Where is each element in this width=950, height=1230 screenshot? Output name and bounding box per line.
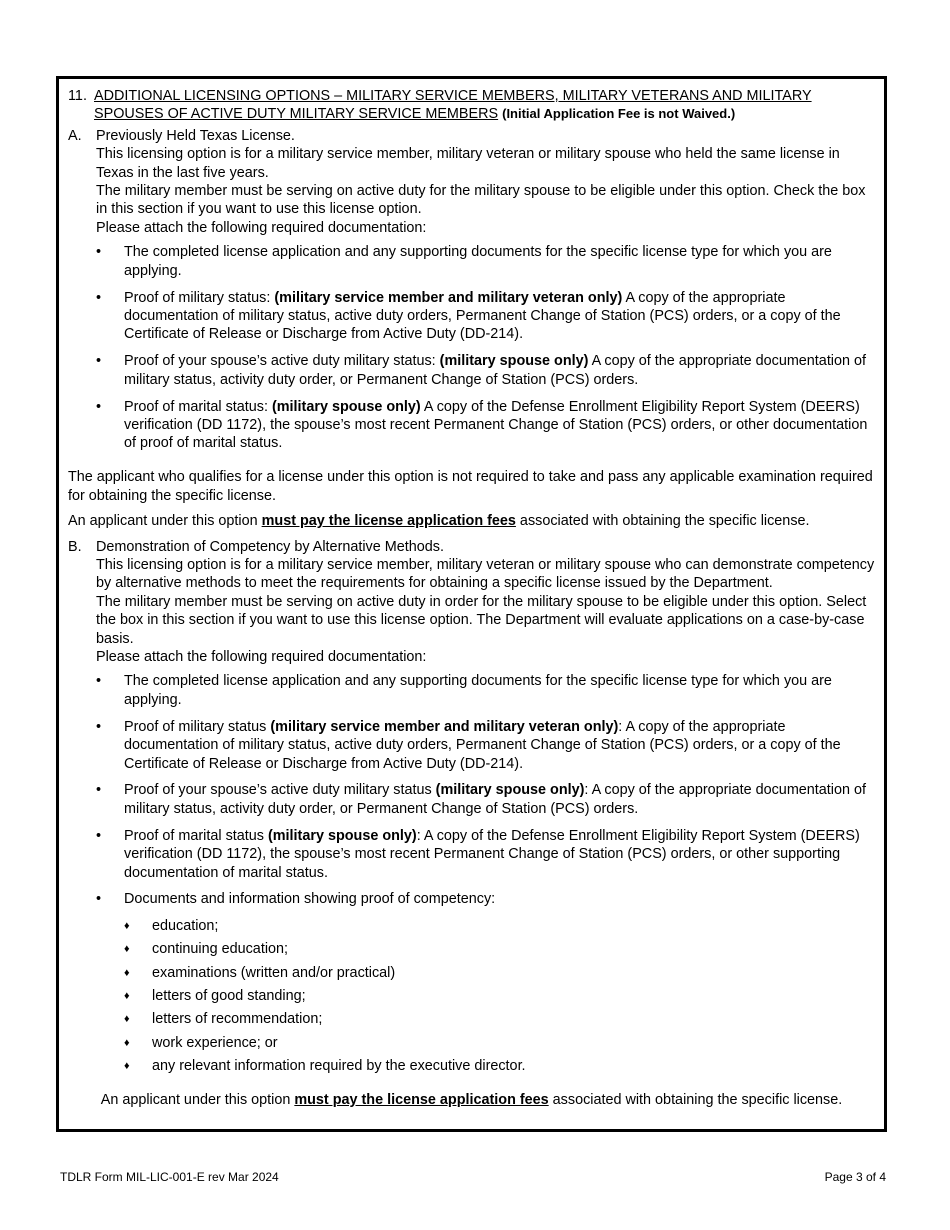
list-item: • Proof of military status (military service member and military veteran only): A copy of the appropriate documentation of military status, active duty orders, Permanent Change of Station (PCS) orders, or a copy of the Certificate of Release or Discharge from Active Duty (DD-214). xyxy=(96,718,841,772)
list-item: • Proof of military status: (military service member and military veteran only) A copy of the appropriate documentation of military status, active duty orders, Permanent Change of Station (PCS) orders, or a copy of the Certificate of Release or Discharge from Active Duty (DD-214). xyxy=(96,289,841,343)
bullet-icon: • xyxy=(96,718,102,735)
option-b-p1: This licensing option is for a military service member, military veteran or military spouse who can demonstrate competency by alternative methods to meet the requirements for obtaining a specific license issued by the Department. xyxy=(96,556,875,592)
bullet-icon: • xyxy=(96,782,102,799)
option-a xyxy=(68,127,875,462)
section-title-line2: SPOUSES OF ACTIVE DUTY MILITARY SERVICE MEMBERS xyxy=(94,106,499,123)
option-a-exam-note: The applicant who qualifies for a license under this option is not required to take and pass any applicable examination required for obtaining the specific license. xyxy=(68,469,873,504)
section-heading xyxy=(68,87,875,124)
fee-note: (Initial Application Fee is not Waived.) xyxy=(502,106,736,122)
list-item: • The completed license application and any supporting documents for the specific license type for which you are applying. xyxy=(96,673,832,708)
diamond-icon: ♦ xyxy=(124,1036,130,1049)
option-a-letter: A. xyxy=(68,127,82,144)
competency-item: ♦ continuing education; xyxy=(124,941,289,958)
section-number: 11. xyxy=(68,88,87,104)
option-a-p2: The military member must be serving on active duty for the military spouse to be eligible under this option. Check the box in this section if you want to use this license option. xyxy=(96,183,866,218)
option-b-fee-note: An applicant under this option must pay the license application fees associated with obtaining the specific license. xyxy=(100,1092,843,1109)
competency-item: ♦ letters of good standing; xyxy=(124,988,306,1005)
bullet-icon: • xyxy=(96,289,102,306)
competency-item: ♦ work experience; or xyxy=(124,1034,278,1051)
option-b-bullets xyxy=(96,672,875,1080)
option-b-title: Demonstration of Competency by Alternative Methods. xyxy=(96,538,444,555)
option-b xyxy=(68,538,875,1090)
list-item: • Documents and information showing proof of competency: ♦ education; ♦ continuing education; ♦ examinations (written and/or practical) ♦ letters of good standing; ♦ letters of recommendation; ♦ work experience; or ♦ any relevant information required by the executive director. xyxy=(96,890,875,1080)
competency-list xyxy=(124,917,875,1076)
bullet-icon: • xyxy=(96,398,102,415)
list-item: • Proof of your spouse’s active duty military status (military spouse only): A copy of the appropriate documentation of military status, activity duty order, or Permanent Change of Station (PCS) orders. xyxy=(96,782,867,817)
diamond-icon: ♦ xyxy=(124,1060,130,1073)
option-b-p2: The military member must be serving on active duty in order for the military spouse to be eligible under this option. Select the box in this section if you want to use this license option. The Department will evaluate applications on a case-by-case basis. xyxy=(96,593,867,647)
competency-item: ♦ education; xyxy=(124,917,219,934)
list-item: • Proof of your spouse’s active duty military status: (military spouse only) A copy of the appropriate documentation of military status, activity duty order, or Permanent Change of Station (PCS) orders. xyxy=(96,353,867,388)
option-a-fee-note: An applicant under this option must pay the license application fees associated with obtaining the specific license. xyxy=(68,513,810,530)
competency-item: ♦ examinations (written and/or practical) xyxy=(124,964,396,981)
option-a-bullets xyxy=(96,243,875,453)
diamond-icon: ♦ xyxy=(124,919,130,932)
bullet-icon: • xyxy=(96,353,102,370)
diamond-icon: ♦ xyxy=(124,943,130,956)
form-id: TDLR Form MIL-LIC-001-E rev Mar 2024 xyxy=(60,1170,279,1184)
bullet-icon: • xyxy=(96,891,102,908)
competency-item: ♦ letters of recommendation; xyxy=(124,1011,323,1028)
list-item: • The completed license application and any supporting documents for the specific license type for which you are applying. xyxy=(96,244,832,279)
bullet-icon: • xyxy=(96,827,102,844)
bullet-icon: • xyxy=(96,673,102,690)
diamond-icon: ♦ xyxy=(124,966,130,979)
diamond-icon: ♦ xyxy=(124,990,130,1003)
option-b-letter: B. xyxy=(68,538,82,555)
list-item: • Proof of marital status: (military spouse only) A copy of the Defense Enrollment Eligibility Report System (DEERS) verification (DD 1172), the spouse’s most recent Permanent Change of Station (PCS) orders, or other documentation of proof of marital status. xyxy=(96,398,868,452)
page-number: Page 3 of 4 xyxy=(824,1170,886,1184)
competency-item: ♦ any relevant information required by the executive director. xyxy=(124,1058,526,1075)
option-a-title: Previously Held Texas License. xyxy=(96,127,295,144)
diamond-icon: ♦ xyxy=(124,1013,130,1026)
option-b-p3: Please attach the following required documentation: xyxy=(96,648,427,665)
bullet-icon: • xyxy=(96,244,102,261)
list-item: • Proof of marital status (military spouse only): A copy of the Defense Enrollment Eligibility Report System (DEERS) verification (DD 1172), the spouse’s most recent Permanent Change of Station (PCS) orders, or other supporting documentation of marital status. xyxy=(96,827,860,881)
section-title-line1: ADDITIONAL LICENSING OPTIONS – MILITARY SERVICE MEMBERS, MILITARY VETERANS AND MILITARY xyxy=(94,88,812,104)
option-a-p3: Please attach the following required documentation: xyxy=(96,219,427,236)
option-a-p1: This licensing option is for a military service member, military veteran or military spouse who held the same license in Texas in the last five years. xyxy=(96,146,840,181)
section-11-box xyxy=(56,76,887,1132)
